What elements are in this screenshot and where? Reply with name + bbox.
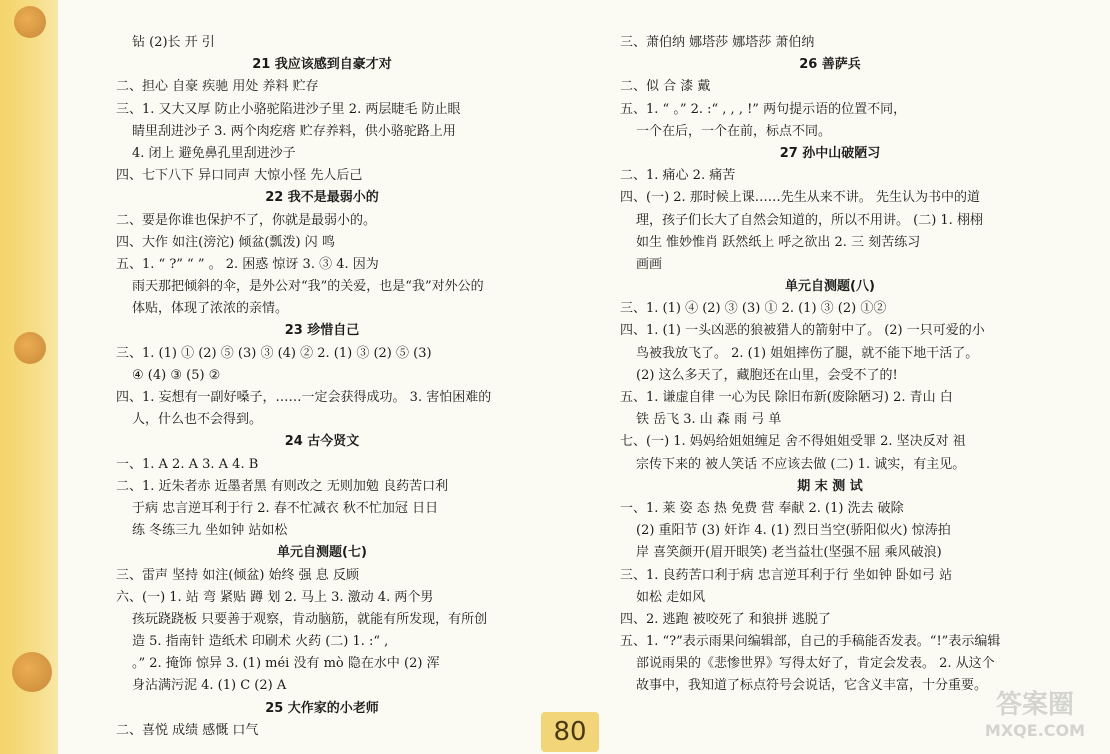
answer-line: 二、似 合 漆 戴 [620,79,711,95]
answer-line: 故事中，我知道了标点符号会说话，它含义丰富，十分重要。 [636,678,988,694]
answer-line: 钻 (2)长 开 引 [132,35,215,50]
answer-line: 体贴，体现了浓浓的亲情。 [132,301,289,317]
section-heading: 27 孙中山破陋习 [779,145,881,161]
right-answer-column [620,32,1040,698]
answer-line: 宗传下来的 被人笑话 不应该去做 (二) 1. 诚实，有主见。 [636,456,966,472]
answer-line: 理，孩子们长大了自然会知道的，所以不用讲。 (二) 1. 栩栩 [636,212,983,228]
section-heading: 单元自测题(八) [785,279,875,295]
answer-line: 五、1. “ ?” “ ” 。 2. 困惑 惊讶 3. ③ 4. 因为 [116,256,379,272]
answer-line: 身沾满污泥 4. (1) C (2) A [132,678,287,694]
answer-line: 如生 惟妙惟肖 跃然纸上 呼之欲出 2. 三 刻苦练习 [636,234,921,250]
answer-line: 六、(一) 1. 站 弯 紧贴 蹲 划 2. 马上 3. 激动 4. 两个男 [116,589,434,605]
section-heading: 22 我不是最弱小的 [265,190,379,206]
answer-line: 睛里刮进沙子 3. 两个肉疙瘩 贮存养料，供小骆驼路上用 [132,123,456,139]
answer-line: 岸 喜笑颜开(眉开眼笑) 老当益壮(坚强不屈 乘风破浪) [636,545,942,561]
answer-line: 二、1. 近朱者赤 近墨者黑 有则改之 无则加勉 良药苦口利 [116,478,449,494]
answer-line: 二、要是你谁也保护不了，你就是最弱小的。 [116,212,377,228]
answer-line: 五、1. 谦虚自律 一心为民 除旧布新(废除陋习) 2. 青山 白 [620,390,953,405]
answer-line: 一个在后，一个在前，标点不同。 [636,123,832,139]
answer-line: 。” 2. 掩饰 惊异 3. (1) méi 没有 mò 隐在水中 (2) 浑 [132,656,440,672]
answer-line: 三、雷声 坚持 如注(倾盆) 始终 强 息 反顾 [116,567,359,583]
watermark [970,690,1100,748]
answer-line: 四、七下八下 异口同声 大惊小怪 先人后己 [116,168,363,184]
decorative-margin-strip [0,0,58,754]
section-heading: 24 古今贤文 [284,434,360,450]
answer-line: 部说雨果的《悲惨世界》写得太好了，肯定会发表。 2. 从这个 [636,656,995,672]
answer-line: 三、1. 又大又厚 防止小骆驼陷进沙子里 2. 两层睫毛 防止眼 [116,101,461,117]
section-heading: 单元自测题(七) [277,545,367,561]
cartoon-tiger-icon [14,332,46,364]
answer-line: 五、1. “ 。” 2. :“ , , , !” 两句提示语的位置不同， [620,101,907,117]
watermark-site: MXQE.COM [984,721,1086,740]
answer-line: 二、喜悦 成绩 感慨 口气 [116,722,259,738]
section-heading: 25 大作家的小老师 [265,700,379,716]
answer-line: 孩玩跷跷板 只要善于观察，肯动脑筋，就能有所发现，有所创 [132,611,488,627]
answer-line: 如松 走如风 [636,589,706,605]
answer-line: 人，什么也不会得到。 [132,412,263,428]
answer-line: 练 冬练三九 坐如钟 站如松 [132,523,288,539]
answer-line: 二、担心 自豪 疾驰 用处 养料 贮存 [116,79,319,95]
answer-line: 三、1. (1) ① (2) ⑤ (3) ③ (4) ② 2. (1) ③ (2) ⑤ (3) [116,345,432,361]
section-heading: 23 珍惜自己 [284,323,360,339]
section-heading: 21 我应该感到自豪才对 [252,57,392,73]
answer-line: 于病 忠言逆耳利于行 2. 春不忙减衣 秋不忙加冠 日日 [132,500,439,516]
answer-line: 四、2. 逃跑 被咬死了 和狼拼 逃脱了 [620,611,831,627]
cartoon-tiger-icon [14,6,46,38]
answer-line: 雨天那把倾斜的伞，是外公对“我”的关爱，也是“我”对外公的 [132,279,484,295]
answer-line: (2) 重阳节 (3) 奸诈 4. (1) 烈日当空(骄阳似火) 惊涛拍 [636,523,951,539]
answer-line: 三、1. 良药苦口利于病 忠言逆耳利于行 坐如钟 卧如弓 站 [620,567,953,583]
watermark-logo: 答案圈 [995,690,1074,720]
answer-line: 四、1. (1) 一头凶恶的狼被猎人的箭射中了。 (2) 一只可爱的小 [620,323,985,339]
answer-line: (2) 这么多天了，藏胞还在山里，会受不了的! [636,367,898,383]
answer-line: 二、1. 痛心 2. 痛苦 [620,168,736,184]
answer-line: 三、萧伯纳 娜塔莎 娜塔莎 萧伯纳 [620,35,815,50]
answer-line: 4. 闭上 避免鼻孔里刮进沙子 [132,145,296,161]
answer-line: 四、1. 妄想有一副好嗓子，……一定会获得成功。 3. 害怕困难的 [116,390,492,405]
section-heading: 26 善萨兵 [799,57,861,73]
answer-line: 五、1. “?”表示雨果问编辑部，自己的手稿能否发表。“!”表示编辑 [620,634,1001,650]
answer-line: 一、1. A 2. A 3. A 4. B [116,456,259,472]
answer-line: 鸟被我放飞了。 2. (1) 姐姐摔伤了腿，就不能下地干活了。 [636,345,979,361]
answer-line: 四、大作 如注(滂沱) 倾盆(瓢泼) 闪 鸣 [116,234,335,250]
left-answer-column [116,32,528,742]
answer-line: 三、1. (1) ④ (2) ③ (3) ① 2. (1) ③ (2) ①② [620,301,887,317]
answer-line: 画画 [636,256,663,272]
section-heading: 期 末 测 试 [797,478,863,494]
page-number: 80 [541,712,599,752]
answer-line: 铁 岳飞 3. 山 森 雨 弓 单 [636,412,782,428]
answer-line: 七、(一) 1. 妈妈给姐姐缠足 舍不得姐姐受罪 2. 坚决反对 祖 [620,434,966,450]
answer-line: 一、1. 莱 姿 态 热 免费 营 奉献 2. (1) 洗去 破除 [620,500,904,516]
answer-line: 四、(一) 2. 那时候上课……先生从来不讲。 先生认为书中的道 [620,190,980,206]
answer-line: ④ (4) ③ (5) ② [132,367,221,383]
cartoon-tiger-icon [12,652,52,692]
answer-line: 造 5. 指南针 造纸术 印刷术 火药 (二) 1. :“ , [132,634,389,650]
